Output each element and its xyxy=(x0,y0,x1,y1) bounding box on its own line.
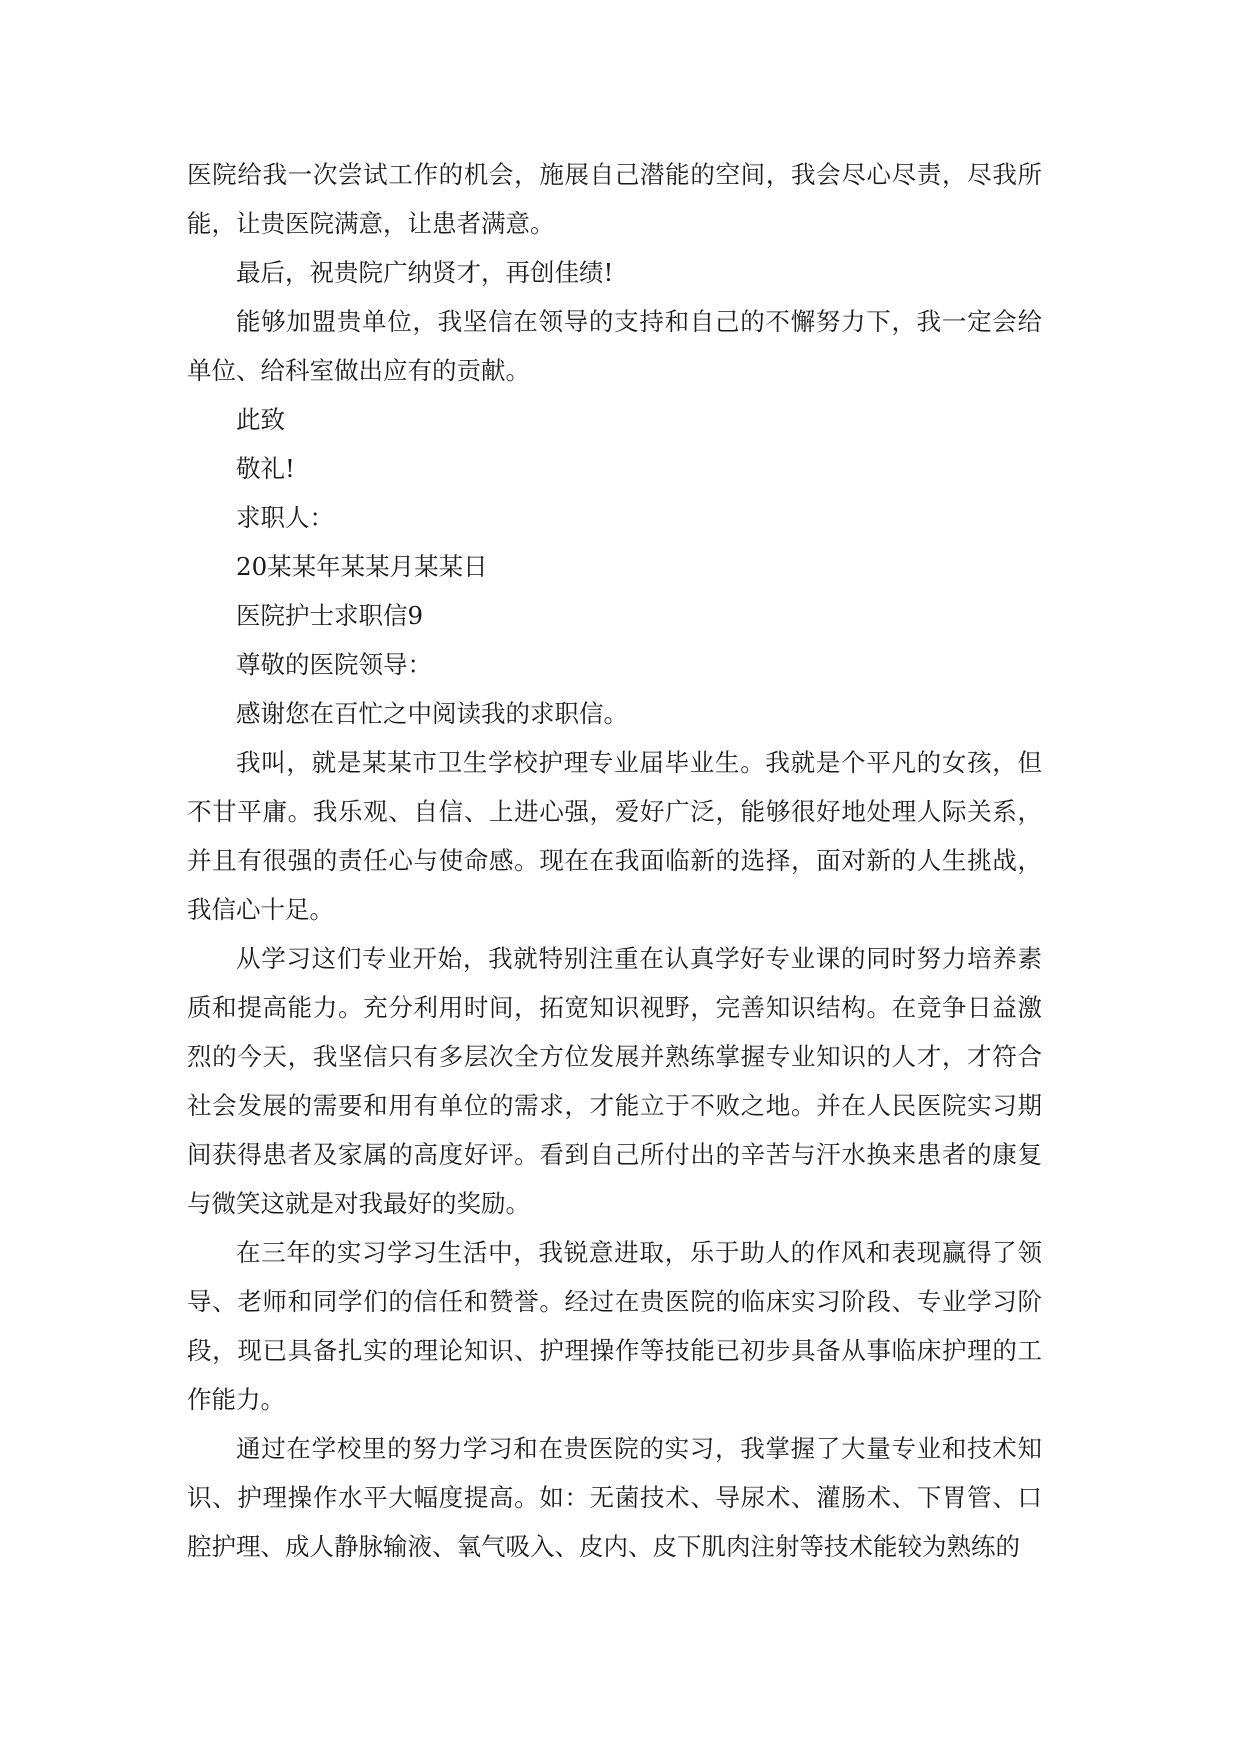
paragraph: 我叫，就是某某市卫生学校护理专业届毕业生。我就是个平凡的女孩，但不甘平庸。我乐观、自信、上进心强，爱好广泛，能够很好地处理人际关系，并且有很强的责任心与使命感。现在在我面临新的选择，面对新的人生挑战，我信心十足。 xyxy=(187,748,1042,924)
letter-heading: 医院护士求职信9 xyxy=(236,601,424,630)
greeting: 尊敬的医院领导： xyxy=(236,650,432,679)
paragraph: 最后，祝贵院广纳贤才，再创佳绩! xyxy=(236,258,614,287)
closing-salutation: 此致 xyxy=(236,405,285,434)
paragraph: 从学习这们专业开始，我就特别注重在认真学好专业课的同时努力培养素质和提高能力。充分利用时间，拓宽知识视野，完善知识结构。在竞争日益激烈的今天，我坚信只有多层次全方位发展并熟练掌握专业知识的人才，才符合社会发展的需要和用有单位的需求，才能立于不败之地。并在人民医院实习期间获得患者及家属的高度好评。看到自己所付出的辛苦与汗水换来患者的康复与微笑这就是对我最好的奖励。 xyxy=(187,944,1042,1218)
letter-date: 20某某年某某月某某日 xyxy=(236,552,488,581)
applicant-signature: 求职人： xyxy=(236,503,334,532)
paragraph: 能够加盟贵单位，我坚信在领导的支持和自己的不懈努力下，我一定会给单位、给科室做出应有的贡献。 xyxy=(187,307,1042,385)
closing-regards: 敬礼! xyxy=(236,454,295,483)
paragraph: 通过在学校里的努力学习和在贵医院的实习，我掌握了大量专业和技术知识、护理操作水平大幅度提高。如：无菌技术、导尿术、灌肠术、下胃管、口腔护理、成人静脉输液、氧气吸入、皮内、皮下肌肉注射等技术能较为熟练的 xyxy=(187,1434,1042,1561)
paragraph: 在三年的实习学习生活中，我锐意进取，乐于助人的作风和表现赢得了领导、老师和同学们的信任和赞誉。经过在贵医院的临床实习阶段、专业学习阶段，现已具备扎实的理论知识、护理操作等技能已初步具备从事临床护理的工作能力。 xyxy=(187,1238,1042,1414)
document-body xyxy=(187,150,1042,1571)
paragraph: 医院给我一次尝试工作的机会，施展自己潜能的空间，我会尽心尽责，尽我所能，让贵医院满意，让患者满意。 xyxy=(187,160,1042,238)
paragraph: 感谢您在百忙之中阅读我的求职信。 xyxy=(236,699,628,728)
